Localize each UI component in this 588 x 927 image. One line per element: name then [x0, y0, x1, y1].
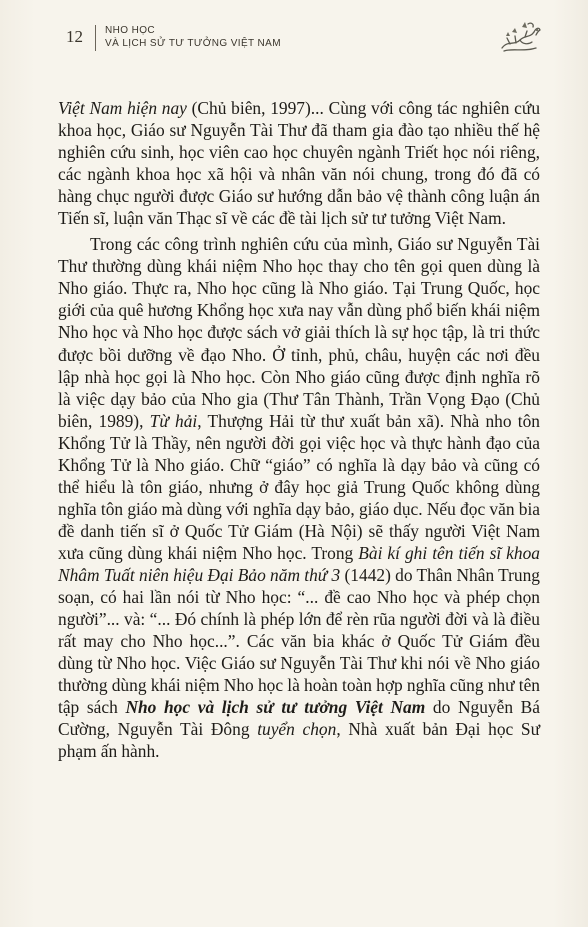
running-title-line-2: VÀ LỊCH SỬ TƯ TƯỞNG VIỆT NAM: [105, 38, 281, 49]
selected-by-italic: tuyển chọn: [257, 719, 337, 740]
paragraph-2: [58, 233, 540, 762]
running-title-line-1: NHO HỌC: [105, 25, 156, 36]
paragraph-2-text-d: do Nguyễn Bá Cường, Nguyễn Tài Đông: [58, 697, 540, 740]
body-text: [58, 97, 540, 762]
dragon-ornament-icon: [498, 18, 542, 56]
paragraph-2-text-a: Trong các công trình nghiên cứu của mình, Giáo sư Nguyễn Tài Thư thường dùng khái niệm Nho học thay cho tên gọi quen dùng là Nho giáo. Thực ra, Nho học cũng là Nho giáo. Tại Trung Quốc, học giới của quê hương Khổng học xưa nay vẫn dùng phổ biến khái niệm Nho học và Nho học được sách vở giải thích là sự học tập, là tri thức được bồi dưỡng về đạo Nho. Ở tỉnh, phủ, châu, huyện các nơi đều lập nhà học gọi là Nho học. Còn Nho giáo cũng được định nghĩa rõ là việc dạy bảo của Nho gia (Thư Tân Thành, Trần Vọng Đạo (Chủ biên, 1989),: [58, 234, 540, 431]
paragraph-2-text-c: (1442) do Thân Nhân Trung soạn, có hai lần nói từ Nho học: “... đề cao Nho học và phép chọn người”... và: “... Đó chính là phép lớn để rèn rũa người đời và là điều rất may cho Nho học...”. Các văn bia khác ở Quốc Tử Giám đều dùng từ Nho học. Việc Giáo sư Nguyễn Tài Thư khi nói về Nho giáo thường dùng khái niệm Nho học là hoàn toàn hợp nghĩa cũng như tên tập sách: [58, 564, 540, 718]
running-title: [105, 24, 281, 50]
book-title-nho-hoc: Nho học và lịch sử tư tưởng Việt Nam: [125, 697, 426, 718]
paragraph-2-text-b: , Thượng Hải từ thư xuất bản xã). Nhà nho tôn Khổng Tử là Thầy, nên người đời gọi việc học và thực hành đạo của Khổng Tử là Nho giáo. Chữ “giáo” có nghĩa là dạy bảo và cũng có thể hiểu là tôn giáo, nhưng ở đây học giả Trung Quốc không dùng nghĩa tôn giáo mà dùng với nghĩa dạy bảo, giáo dục. Nếu đọc văn bia đề danh tiến sĩ ở Quốc Tử Giám (Hà Nội) sẽ thấy người Việt Nam xưa cũng dùng khái niệm Nho học. Trong: [58, 410, 541, 563]
paragraph-2-text-e: , Nhà xuất bản Đại học Sư phạm ấn hành.: [58, 719, 540, 762]
stele-inscription-title: Bài kí ghi tên tiến sĩ khoa Nhâm Tuất niên hiệu Đại Bảo năm thứ 3: [58, 542, 540, 585]
paragraph-1: [58, 97, 540, 229]
running-header: [58, 16, 542, 56]
paragraph-1-text: (Chủ biên, 1997)... Cùng với công tác nghiên cứu khoa học, Giáo sư Nguyễn Tài Thư đã tham gia đào tạo nhiều thế hệ nghiên cứu sinh, học viên cao học chuyên ngành Triết học nói riêng, các ngành khoa học xã hội và nhân văn nói chung, trong đó đã có hàng chục người được Giáo sư hướng dẫn bảo vệ thành công luận án Tiến sĩ, luận văn Thạc sĩ về các đề tài lịch sử tư tưởng Việt Nam.: [58, 98, 541, 229]
book-title-viet-nam-hien-nay: Việt Nam hiện nay: [58, 98, 187, 118]
header-divider: [95, 25, 96, 51]
page-number: 12: [66, 27, 83, 46]
book-title-tu-hai: Từ hải: [149, 410, 198, 431]
